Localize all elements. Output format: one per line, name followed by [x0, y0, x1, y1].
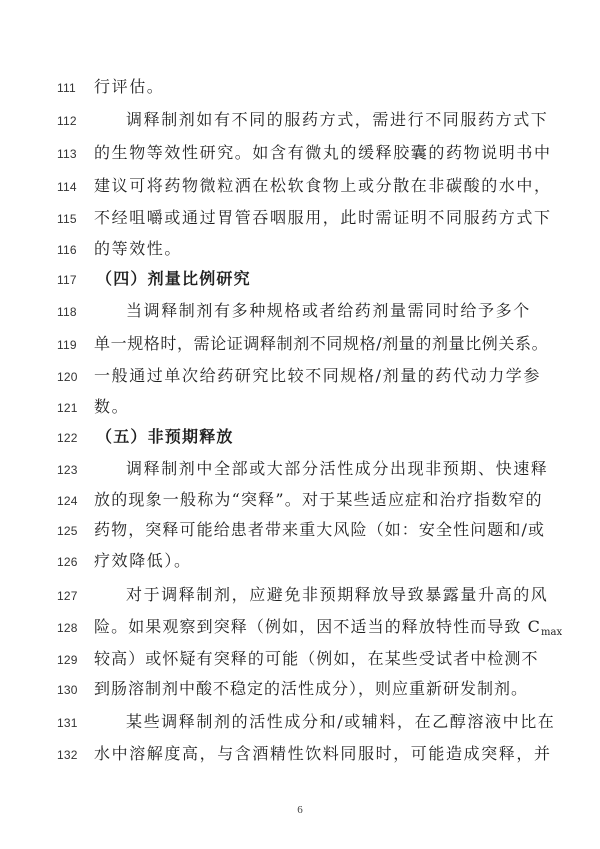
- line-number: 131: [57, 716, 78, 730]
- line-number: 123: [57, 463, 78, 477]
- line-text: 当调释制剂有多种规格或者给药剂量需同时给予多个: [126, 301, 531, 320]
- line-number: 114: [57, 180, 77, 194]
- line-number: 126: [57, 555, 78, 569]
- line-text: 数。: [94, 397, 130, 416]
- line-text: 的等效性。: [94, 239, 183, 258]
- line-number: 129: [57, 653, 78, 667]
- doc-line: [0, 393, 600, 421]
- line-text-main: 险。如果观察到突释（例如，因不适当的释放特性而导致 C: [94, 617, 542, 636]
- line-number: 119: [57, 338, 77, 352]
- heading-text: （五）非预期释放: [96, 427, 234, 446]
- line-text: 不经咀嚼或通过胃管吞咽服用，此时需证明不同服药方式下: [94, 208, 552, 227]
- line-text: 药物，突释可能给患者带来重大风险（如：安全性问题和/或: [94, 520, 546, 539]
- line-number: 128: [57, 621, 78, 635]
- line-text: 某些调释制剂的活性成分和/或辅料，在乙醇溶液中比在: [126, 712, 556, 731]
- line-text: [94, 613, 562, 647]
- line-number: 115: [57, 212, 77, 226]
- line-text: 到肠溶制剂中酸不稳定的活性成分），则应重新研发制剂。: [94, 679, 529, 698]
- doc-line: [0, 362, 600, 390]
- doc-line: [0, 455, 600, 483]
- line-text: 较高）或怀疑有突释的可能（例如，在某些受试者中检测不: [94, 649, 539, 668]
- line-number: 120: [57, 370, 78, 384]
- line-number: 111: [57, 81, 76, 95]
- doc-line: [0, 297, 600, 325]
- line-number: 124: [57, 494, 78, 508]
- doc-line: [0, 740, 600, 768]
- line-number: 113: [57, 147, 77, 161]
- doc-line: [0, 547, 600, 575]
- line-text: 放的现象一般称为“突释”。对于某些适应症和治疗指数窄的: [94, 490, 543, 509]
- line-text: 的生物等效性研究。如含有微丸的缓释胶囊的药物说明书中: [94, 143, 552, 162]
- line-text: 水中溶解度高，与含酒精性饮料同服时，可能造成突释，并: [94, 744, 552, 763]
- doc-line: [0, 235, 600, 263]
- doc-line: [0, 675, 600, 703]
- doc-line: [0, 645, 600, 673]
- heading-text: （四）剂量比例研究: [96, 269, 251, 288]
- line-text: 行评估。: [94, 77, 165, 96]
- line-number: 122: [57, 431, 78, 445]
- line-text: 调释制剂如有不同的服药方式，需进行不同服药方式下: [126, 110, 549, 129]
- line-number: 127: [57, 589, 78, 603]
- subscript: max: [541, 627, 563, 638]
- line-number: 117: [57, 273, 77, 287]
- doc-line: [0, 613, 600, 641]
- line-text: 建议可将药物微粒洒在松软食物上或分散在非碳酸的水中，: [94, 176, 552, 195]
- line-number: 121: [57, 401, 78, 415]
- section-heading: [0, 423, 600, 451]
- line-number: 118: [57, 305, 77, 319]
- line-text: 对于调释制剂，应避免非预期释放导致暴露量升高的风: [126, 585, 549, 604]
- doc-line: [0, 172, 600, 200]
- line-text: 一般通过单次给药研究比较不同规格/剂量的药代动力学参: [94, 366, 541, 385]
- line-number: 130: [57, 683, 78, 697]
- line-number: 125: [57, 524, 78, 538]
- doc-line: [0, 139, 600, 167]
- line-number: 132: [57, 748, 78, 762]
- doc-line: [0, 486, 600, 514]
- line-text: 调释制剂中全部或大部分活性成分出现非预期、快速释: [126, 459, 549, 478]
- doc-line: [0, 330, 600, 358]
- doc-line: [0, 204, 600, 232]
- section-heading: [0, 265, 600, 293]
- doc-line: [0, 106, 600, 134]
- doc-line: [0, 73, 600, 101]
- line-text: 疗效降低）。: [94, 551, 192, 570]
- page-number: 6: [297, 804, 303, 816]
- doc-line: [0, 516, 600, 544]
- doc-line: [0, 708, 600, 736]
- line-number: 116: [57, 243, 77, 257]
- line-number: 112: [57, 114, 77, 128]
- line-text: 单一规格时，需论证调释制剂不同规格/剂量的剂量比例关系。: [94, 334, 549, 353]
- doc-line: [0, 581, 600, 609]
